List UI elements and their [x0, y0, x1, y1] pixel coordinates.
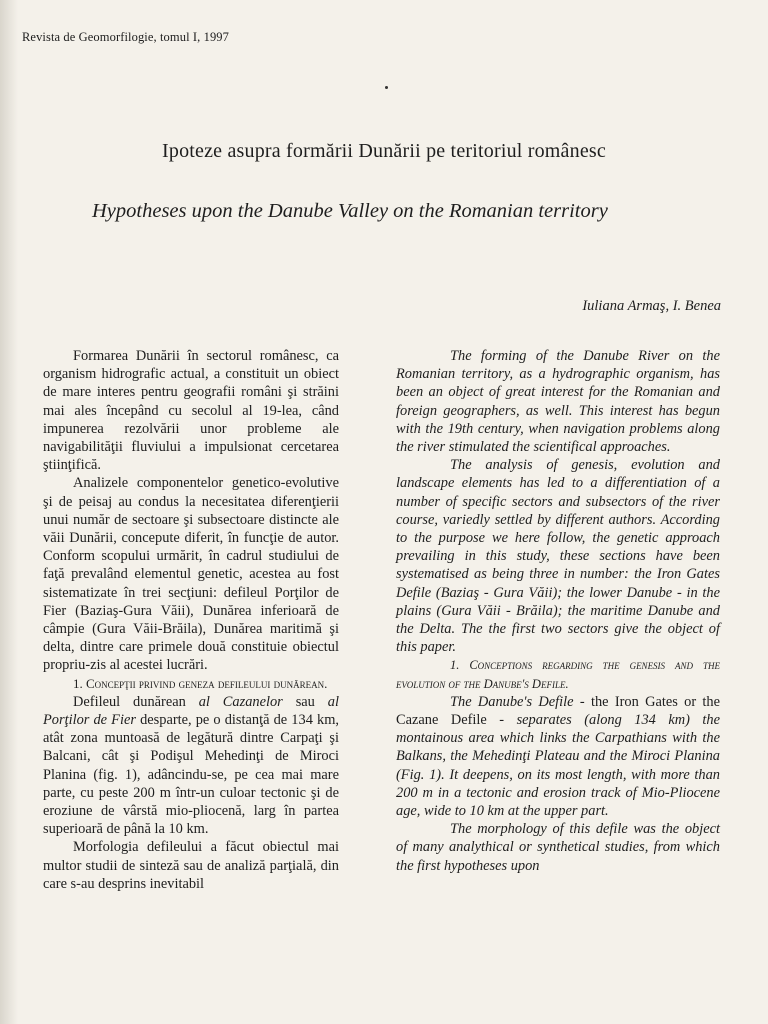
text-italic: al Porţilor de Fier — [43, 693, 339, 729]
paragraph-en-1: The forming of the Danube River on the Romanian territory, as a hydrographic organism, has been an object of great interest for the Romanian and foreign geographers, as well. This interest has begun with the 19th century, when navigation problems along the river stimulated the scientifical approaches. — [396, 348, 720, 456]
column-english — [396, 347, 720, 875]
paragraph-ro-1: Formarea Dunării în sectorul românesc, ca organism hidrografic actual, a constituit un obiect de mare interes pentru geografii români şi străini mai ales începând cu secolul al 19-lea, când impunerea rezolvării unor probleme ale navigabilităţii fluviului a impulsionat cercetarea ştiinţifică. — [43, 348, 339, 474]
paragraph-ro-3 — [43, 693, 339, 839]
text: desparte, pe o distanţă de 134 km, atât zona muntoasă de legătură dintre Carpaţi şi Balcani, cât şi Podişul Mehedinţi de Miroci Planina (fig. 1), adâncindu-se, pe cea mai mare parte, cu peste 200 m într-un culoar tectonic şi de eroziune de vârstă mio-pliocenă, larg în partea superioară de până la 10 km. — [43, 712, 339, 838]
column-romanian — [43, 347, 339, 893]
text: separates (along 134 km) the montainous area which links the Carpathians with the Balkans, the Mehedinţi Plateau and the Miroci Planina (Fig. 1). It deepens, on its most length, with more than 200 m in a tectonic and erosion track of Mio-Pliocene age, wide to 10 km at the upper part. — [396, 712, 720, 820]
paragraph-en-4: The morphology of this defile was the object of many analythical or synthetical studies, from which the first hypotheses upon — [396, 821, 720, 874]
paragraph-en-3 — [396, 693, 720, 820]
authors: Iuliana Armaş, I. Benea — [582, 298, 721, 314]
text: Defileul dunărean — [73, 693, 199, 710]
text: The Danube's Defile — [450, 693, 574, 710]
journal-header: Revista de Geomorfilogie, tomul I, 1997 — [22, 30, 229, 44]
title-english: Hypotheses upon the Danube Valley on the Romanian territory — [92, 200, 608, 222]
text-italic: al Cazanelor — [198, 693, 283, 710]
section-heading-en: 1. Conceptions regarding the genesis and the evolution of the Danube's Defile. — [396, 658, 720, 691]
title-romanian: Ipoteze asupra formării Dunării pe teritoriul românesc — [162, 140, 606, 162]
section-heading-ro: 1. Concepţii privind geneza defileului dunărean. — [73, 675, 328, 691]
paragraph-en-2: The analysis of genesis, evolution and landscape elements has led to a differentiation of a number of specific sectors and subsectors of the river course, variedly settled by different authors. According to the purpose we here follow, the genetic approach prevailing in this study, these sections have been systematised as being three in number: the Iron Gates Defile (Baziaş - Gura Văii); the lower Danube - in the plains (Gura Văii - Brăila); the maritime Danube and the Delta. The the first two sectors give the object of this paper. — [396, 457, 720, 656]
text-upright: - the Iron Gates or the Cazane Defile - — [396, 693, 720, 729]
paragraph-ro-4: Morfologia defileului a făcut obiectul mai multor studii de sinteză sau de analiză parţială, din care s-au desprins inevitabil — [43, 839, 339, 892]
speck — [385, 86, 388, 89]
paragraph-ro-2: Analizele componentelor genetico-evolutive şi de peisaj au condus la necesitatea diferenţierii unui număr de sectoare şi subsectoare distincte ale văii Dunării, concepute diferit, în funcţie de autor. Conform scopului urmărit, în cadrul studiului de faţă prevalând elementul genetic, acestea au fost sistematizate în trei secţiuni: defileul Porţilor de Fier (Baziaş-Gura Văii), Dunărea inferioară de câmpie (Gura Văii-Brăila), Dunărea maritimă şi delta, dintre care primele două constituie obiectul propriu-zis al acestei lucrări. — [43, 475, 339, 674]
text: sau — [282, 693, 328, 710]
